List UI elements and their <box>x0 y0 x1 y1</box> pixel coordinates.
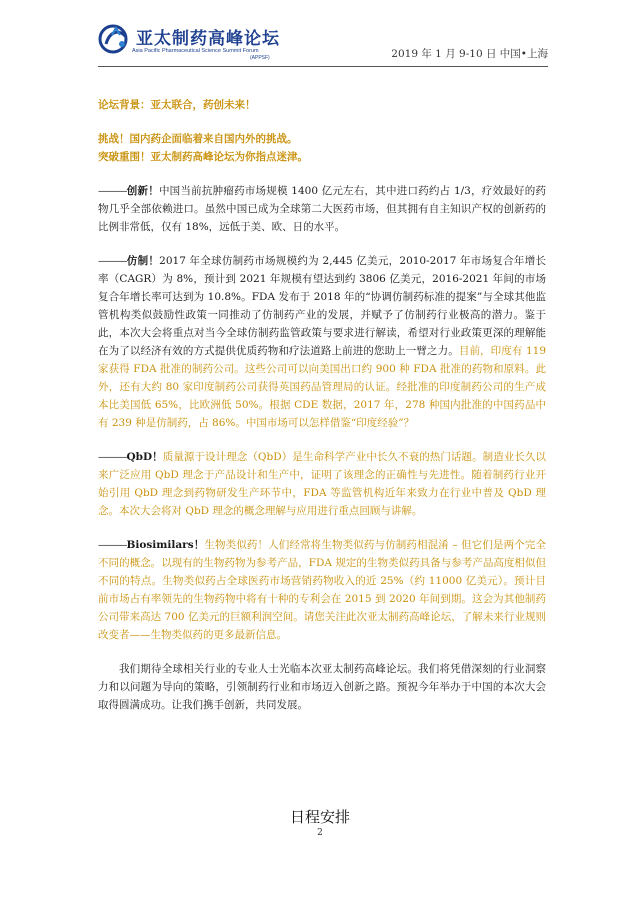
schedule-heading: 日程安排 <box>289 808 350 826</box>
innovation-text: 中国当前抗肿瘤药市场规模 1400 亿元左右，其中进口药约占 1/3，疗效最好的药物几乎全部依赖进口。虽然中国已成为全球第二大医药市场，但其拥有自主知识产权的创新药的比例非常低，仅有 18%，远低于美、欧、日的水平。 <box>98 185 546 233</box>
page-number: 2 <box>317 828 323 838</box>
innovation-keyword: 创新！ <box>126 185 159 197</box>
appsf-logo-icon <box>98 24 132 54</box>
forum-background <box>98 96 546 114</box>
biosimilars-text: 生物类似药！人们经常将生物类似药与仿制药相混淆 – 但它们是两个完全不同的概念。以现有的生物药物为参考产品，FDA 规定的生物类似药具备与参考产品高度相似但不同的特点。生物类似药占全球医药市场营销药物收入的近 25%（约 11000 亿美元）。预计目前市场占有率领先的生物药物中将有十种的专利会在 2015 到 2020 年间到期。这会为其他制药公司带来高达 700 亿美元的巨额利润空间。请您关注此次亚太制药高峰论坛，了解未来行业规则改变者——生物类似药的更多最新信息。 <box>98 539 546 641</box>
challenge-line: 挑战！国内药企面临着来自国内外的挑战。 <box>98 133 298 145</box>
biosimilars-dash: ——— <box>98 539 127 551</box>
document-body <box>98 96 546 714</box>
innovation-dash: ——— <box>98 185 127 197</box>
innovation-paragraph <box>98 182 546 236</box>
generics-keyword: 仿制！ <box>126 255 160 267</box>
biosimilars-paragraph <box>98 536 546 644</box>
logo-title: 亚太制药高峰论坛 <box>136 29 280 49</box>
generics-india-text: 目前，印度有 119 家获得 FDA 批准的制药公司。这些公司可以向美国出口约 900 种 FDA 批准的药物和原料。此外，还有大约 80 家印度制药公司获得英国药品管理局的认证。经批准的印度制药公司的生产成本比美国低 65%，比欧洲低 50%。根据 CDE 数据，2017 年，278 种国内批准的中国药品中有 239 种是仿制药，占 86%。中国市场可以怎样借鉴“印度经验”？ <box>98 345 546 429</box>
qbd-dash: ——— <box>98 451 127 463</box>
header-divider <box>98 66 548 67</box>
qbd-keyword: QbD！ <box>126 451 163 463</box>
page-header <box>98 22 548 64</box>
qbd-paragraph <box>98 448 546 520</box>
generics-text: 2017 年全球仿制药市场规模约为 2,445 亿美元，2010-2017 年市场复合年增长率（CAGR）为 8%，预计到 2021 年规模有望达到约 3806 亿美元，2016-2021 年间的市场复合年增长率可达到为 10.8%。FDA 发布于 2018 年的“协调仿制药标准的提案”与全球其他监管机构类似鼓励性政策一同推动了仿制药产业的发展，并赋予了仿制药行业极高的潜力。鉴于此，本次大会将重点对当今全球仿制药监管政策与要求进行解读，希望对行业政策更深的理解能在为了以经济有效的方式提供优质药物和疗法道路上前进的您助上一臂之力。 <box>98 255 547 357</box>
qbd-text: 质量源于设计理念（QbD）是生命科学产业中长久不衰的热门话题。制造业长久以来广泛应用 QbD 理念于产品设计和生产中，证明了该理念的正确性与先进性。随着制药行业开始引用 QbD 理念到药物研发生产环节中，FDA 等监管机构近年来致力在行业中普及 QbD 理念。本次大会将对 QbD 理念的概念理解与应用进行重点回顾与讲解。 <box>98 451 547 517</box>
logo-abbreviation: (APPSF) <box>250 55 270 61</box>
generics-dash: ——— <box>98 255 127 267</box>
forum-logo <box>98 22 368 64</box>
event-date-location: 2019 年 1 月 9-10 日 中国•上海 <box>391 48 548 60</box>
biosimilars-keyword: Biosimilars！ <box>126 539 205 551</box>
forum-slogan: 亚太联合，药创未来！ <box>150 99 256 111</box>
logo-subtitle: Asia Pacific Pharmaceutical Science Summit Forum <box>132 48 259 54</box>
closing-paragraph: 我们期待全球相关行业的专业人士光临本次亚太制药高峰论坛。我们将凭借深刻的行业洞察力和以问题为导向的策略，引领制药行业和市场迈入创新之路。预祝今年举办于中国的本次大会取得圆满成功。让我们携手创新，共同发展。 <box>98 663 546 711</box>
background-label: 论坛背景： <box>98 99 151 111</box>
breakthrough-line: 突破重围！亚太制药高峰论坛为你指点迷津。 <box>98 151 308 163</box>
generics-paragraph <box>98 252 546 432</box>
